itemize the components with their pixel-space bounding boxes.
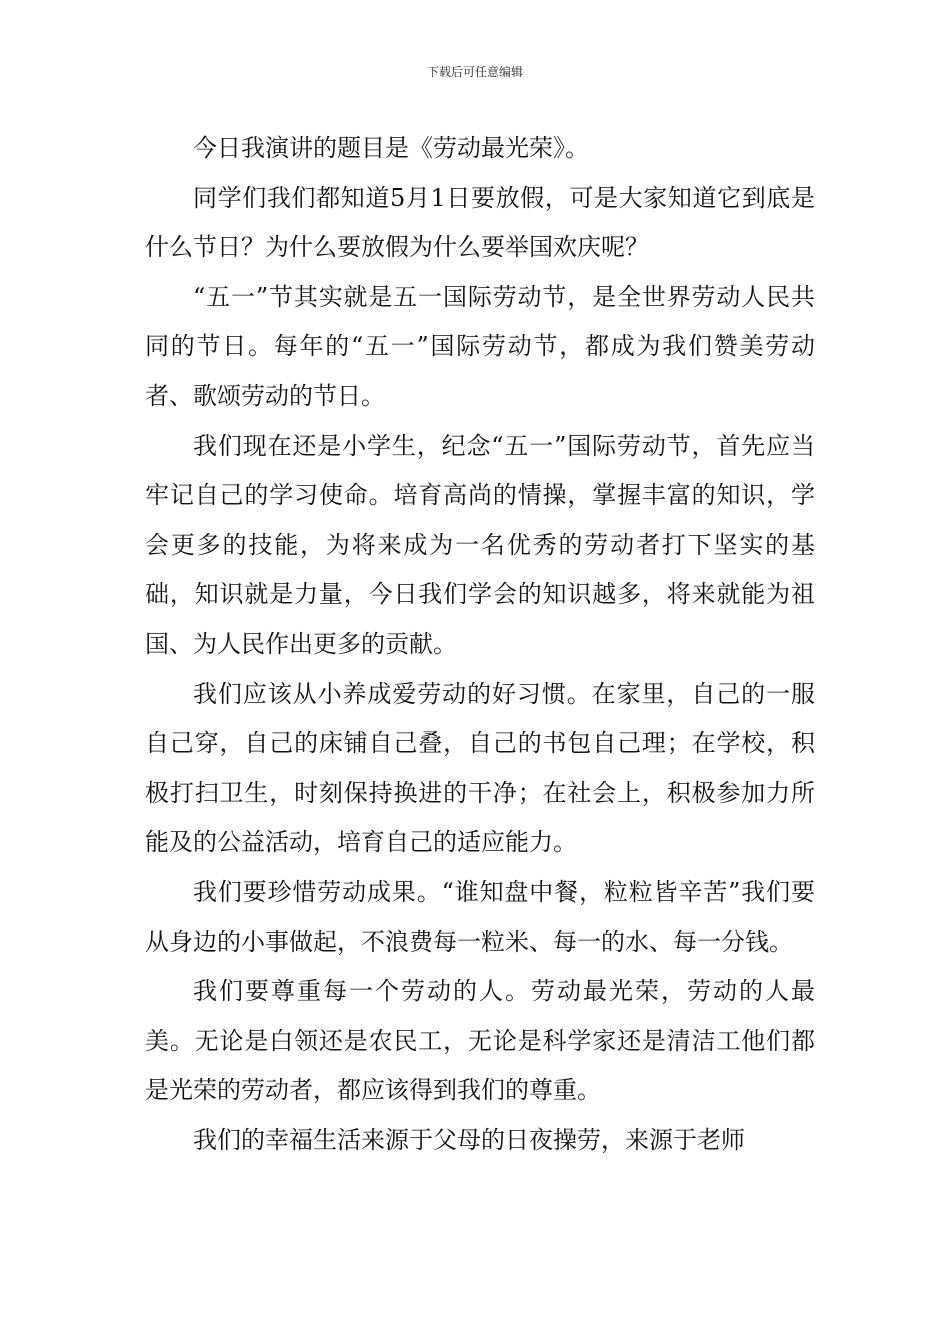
- paragraph: “五一”节其实就是五一国际劳动节，是全世界劳动人民共同的节日。每年的“五一”国际劳动节，都成为我们赞美劳动者、歌颂劳动的节日。: [145, 282, 815, 410]
- paragraph: 今日我演讲的题目是《劳动最光荣》。: [193, 134, 589, 162]
- paragraph: 我们的幸福生活来源于父母的日夜操劳，来源于老师: [193, 1125, 745, 1154]
- paragraph: 同学们我们都知道5月1日要放假，可是大家知道它到底是什么节日？为什么要放假为什么要举国欢庆呢？: [145, 183, 815, 262]
- paragraph: 我们现在还是小学生，纪念“五一”国际劳动节，首先应当牢记自己的学习使命。培育高尚的情操，掌握丰富的知识，学会更多的技能，为将来成为一名优秀的劳动者打下坚实的基础，知识就是力量，今日我们学会的知识越多，将来就能为祖国、为人民作出更多的贡献。: [145, 431, 815, 658]
- paragraph: 我们应该从小养成爱劳动的好习惯。在家里，自己的一服自己穿，自己的床铺自己叠，自己的书包自己理；在学校，积极打扫卫生，时刻保持换进的干净；在社会上，积极参加力所能及的公益活动，培育自己的适应能力。: [145, 679, 815, 857]
- document-body: [145, 124, 815, 1165]
- header-note: 下载后可任意编辑: [426, 65, 523, 79]
- paragraph: 我们要珍惜劳动成果。“谁知盘中餐，粒粒皆辛苦”我们要从身边的小事做起，不浪费每一粒米、每一的水、每一分钱。: [145, 877, 815, 956]
- paragraph: 我们要尊重每一个劳动的人。劳动最光荣，劳动的人最美。无论是白领还是农民工，无论是科学家还是清洁工他们都是光荣的劳动者，都应该得到我们的尊重。: [145, 977, 815, 1105]
